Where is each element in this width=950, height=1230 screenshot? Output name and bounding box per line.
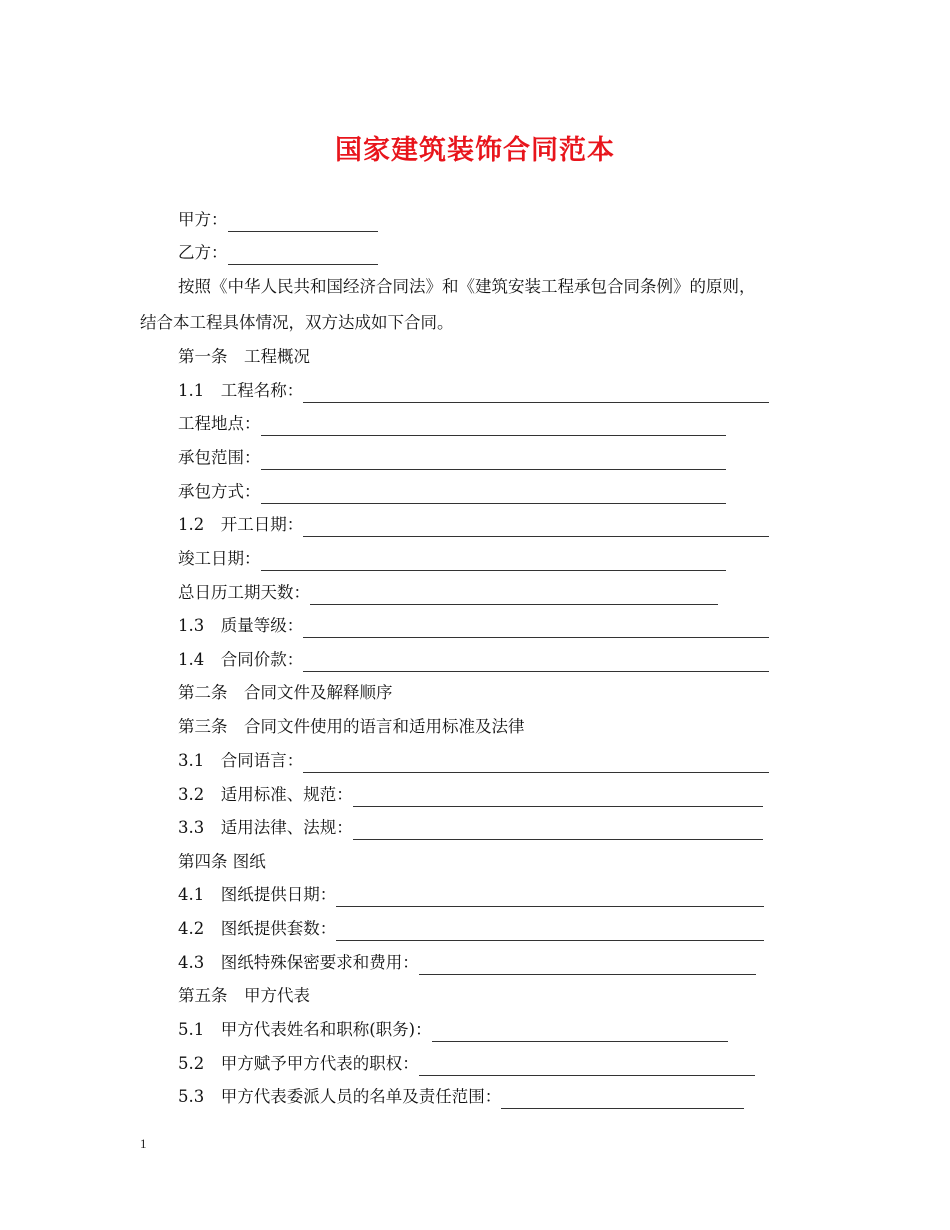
clause-label: 4.3 图纸特殊保密要求和费用： [178, 953, 419, 972]
clause-1-3-line [178, 614, 769, 638]
clause-label: 3.1 合同语言： [178, 751, 304, 770]
party-a-blank [228, 212, 378, 232]
clause-label: 1.2 开工日期： [178, 515, 304, 534]
project-location-line [178, 412, 726, 436]
clause-label: 4.1 图纸提供日期： [178, 885, 337, 904]
contract-scope-line [178, 446, 726, 470]
clause-label: 3.3 适用法律、法规： [178, 818, 353, 837]
clause-4-2-line [178, 917, 764, 941]
clause-label: 1.3 质量等级： [178, 616, 304, 635]
fill-blank [501, 1089, 744, 1109]
clause-label: 5.3 甲方代表委派人员的名单及责任范围： [178, 1087, 502, 1106]
fill-blank [336, 921, 764, 941]
clause-label: 4.2 图纸提供套数： [178, 919, 337, 938]
clause-label: 1.4 合同价款： [178, 650, 304, 669]
clause-1-2-line [178, 513, 769, 537]
contract-method-line [178, 480, 726, 504]
clause-label: 总日历工期天数： [178, 583, 310, 602]
clause-label: 5.2 甲方赋予甲方代表的职权： [178, 1054, 419, 1073]
clause-5-1-line [178, 1018, 728, 1042]
page-number: 1 [140, 1136, 147, 1151]
clause-3-1-line [178, 749, 769, 773]
fill-blank [303, 517, 769, 537]
article-1-heading: 第一条 工程概况 [178, 347, 310, 366]
fill-blank [353, 820, 763, 840]
clause-1-1-line [178, 379, 769, 403]
party-b-label: 乙方： [178, 243, 228, 262]
clause-4-3-line [178, 951, 756, 975]
fill-blank [303, 753, 769, 773]
clause-label: 3.2 适用标准、规范： [178, 785, 353, 804]
intro-paragraph-line-2: 结合本工程具体情况，双方达成如下合同。 [140, 313, 454, 332]
party-b-blank [228, 245, 378, 265]
fill-blank [419, 1056, 755, 1076]
clause-5-2-line [178, 1052, 755, 1076]
party-a-label: 甲方： [178, 210, 228, 229]
document-title: 国家建筑装饰合同范本 [335, 135, 615, 166]
fill-blank [303, 618, 769, 638]
article-2-heading: 第二条 合同文件及解释顺序 [178, 683, 393, 702]
clause-label: 承包范围： [178, 448, 261, 467]
clause-label: 工程地点： [178, 414, 261, 433]
fill-blank [336, 887, 764, 907]
clause-label: 竣工日期： [178, 549, 261, 568]
article-5-heading: 第五条 甲方代表 [178, 986, 310, 1005]
clause-label: 承包方式： [178, 482, 261, 501]
total-days-line [178, 581, 718, 605]
fill-blank [261, 551, 726, 571]
fill-blank [303, 383, 769, 403]
clause-label: 5.1 甲方代表姓名和职称(职务)： [178, 1020, 432, 1039]
clause-1-4-line [178, 648, 769, 672]
fill-blank [310, 585, 718, 605]
clause-4-1-line [178, 883, 764, 907]
fill-blank [432, 1022, 728, 1042]
article-4-heading: 第四条 图纸 [178, 852, 266, 871]
fill-blank [261, 484, 726, 504]
clause-3-2-line [178, 783, 763, 807]
intro-paragraph-line-1: 按照《中华人民共和国经济合同法》和《建筑安装工程承包合同条例》的原则， [178, 277, 756, 296]
clause-5-3-line [178, 1085, 744, 1109]
fill-blank [261, 450, 726, 470]
clause-3-3-line [178, 816, 763, 840]
clause-label: 1.1 工程名称： [178, 381, 304, 400]
fill-blank [261, 416, 726, 436]
party-b-line [178, 241, 378, 265]
fill-blank [303, 652, 769, 672]
completion-date-line [178, 547, 726, 571]
fill-blank [353, 787, 763, 807]
party-a-line [178, 208, 378, 232]
fill-blank [419, 955, 756, 975]
article-3-heading: 第三条 合同文件使用的语言和适用标准及法律 [178, 717, 525, 736]
